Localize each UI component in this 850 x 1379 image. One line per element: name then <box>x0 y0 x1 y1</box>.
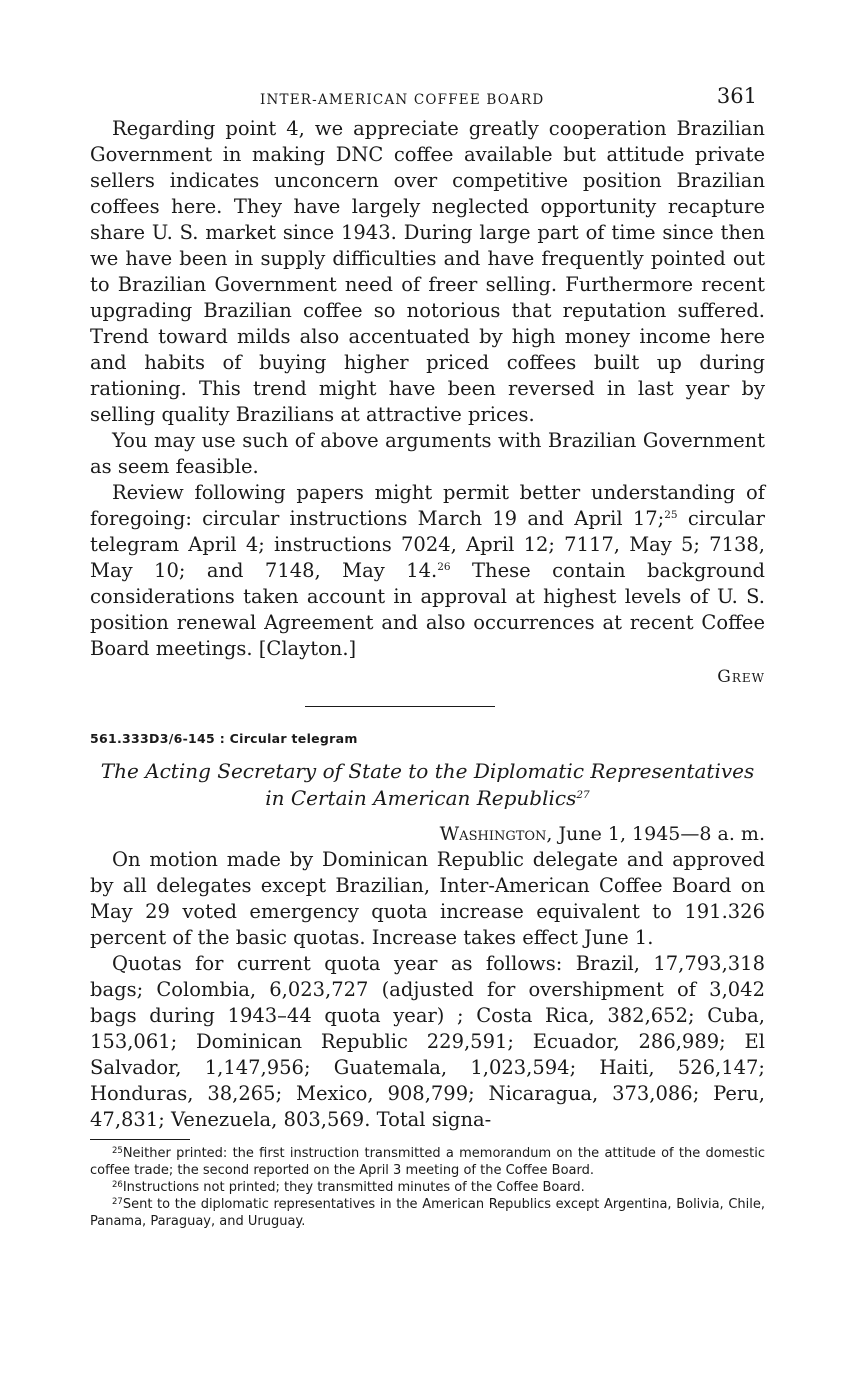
footnote-text: Sent to the diplomatic representatives in the American Republics except Argentina, Bolivia, Chile, Panama, Paraguay, and Uruguay. <box>90 1197 765 1229</box>
running-head <box>90 84 765 114</box>
footnote-divider <box>90 1139 190 1140</box>
dateline <box>90 821 765 847</box>
footnote-text: Neither printed: the first instruction transmitted a memorandum on the attitude of the domestic coffee trade; the second reported on the April 3 meeting of the Coffee Board. <box>90 1146 765 1178</box>
paragraph-motion: On motion made by Dominican Republic delegate and approved by all delegates except Brazilian, Inter-American Coffee Board on May 29 voted emergency quota increase equivalent to 191.326 percent of the basic quotas. Increase takes effect June 1. <box>90 848 765 949</box>
paragraph-quotas: Quotas for current quota year as follows: Brazil, 17,793,318 bags; Colombia, 6,023,727 (adjusted for overshipment of 3,042 bags during 1943–44 quota year) ; Costa Rica, 382,652; Cuba, 153,061; Dominican Republic 229,591; Ecuador, 286,989; El Salvador, 1,147,956; Guatemala, 1,023,594; Haiti, 526,147; Honduras, 38,265; Mexico, 908,799; Nicaragua, 373,086; Peru, 47,831; Venezuela, 803,569. Total signa- <box>90 952 765 1131</box>
footnote-ref-25: 25 <box>664 509 678 521</box>
footnote-number: 25 <box>112 1146 123 1156</box>
paragraph-arguments: You may use such of above arguments with Brazilian Government as seem feasible. <box>90 429 765 478</box>
footnote-27 <box>90 1196 765 1230</box>
dateline-date: , June 1, 1945—8 a. m. <box>546 823 765 845</box>
dateline-place: Washington <box>439 823 547 845</box>
footnote-ref-26: 26 <box>437 561 451 573</box>
paragraph-review <box>90 480 765 662</box>
signature: Grew <box>717 667 765 687</box>
footnote-text: Instructions not printed; they transmitted minutes of the Coffee Board. <box>122 1180 585 1195</box>
section-divider <box>305 706 495 707</box>
footnote-number: 26 <box>112 1180 123 1190</box>
document-title-text: The Acting Secretary of State to the Diplomatic Representatives in Certain American Republics <box>100 759 755 810</box>
review-text-1: Review following papers might permit better understanding of foregoing: circular instructions March 19 and April 17; <box>90 481 765 530</box>
footnote-ref-27: 27 <box>576 789 590 801</box>
running-head-title: INTER-AMERICAN COFFEE BOARD <box>260 92 545 108</box>
footnote-number: 27 <box>112 1197 123 1207</box>
paragraph-point-4: Regarding point 4, we appreciate greatly cooperation Brazilian Government in making DNC coffee available but attitude private sellers indicates unconcern over competitive position Brazilian coffees here. They have largely neglected opportunity recapture share U. S. market since 1943. During large part of time since then we have been in supply difficulties and have frequently pointed out to Brazilian Government need of freer selling. Furthermore recent upgrading Brazilian coffee so notorious that reputation suffered. Trend toward milds also accentuated by high money income here and habits of buying higher priced coffees built up during rationing. This trend might have been reversed in last year by selling quality Brazilians at attractive prices. <box>90 117 765 426</box>
review-text-3: These contain background considerations taken account in approval at highest levels of U. S. position renewal Agreement and also occurrences at recent Coffee Board meetings. [Clayton.] <box>90 559 765 660</box>
footnote-26 <box>90 1179 765 1196</box>
page-number: 361 <box>716 84 757 108</box>
footnote-25 <box>90 1145 765 1179</box>
document-title <box>90 758 765 812</box>
review-text-2: circular telegram April 4; instructions 7024, April 12; 7117, May 5; 7138, May 10; and 7148, May 14. <box>90 507 766 582</box>
document-reference: 561.333D3/6-145 : Circular telegram <box>90 731 358 746</box>
document-page <box>90 84 765 1230</box>
